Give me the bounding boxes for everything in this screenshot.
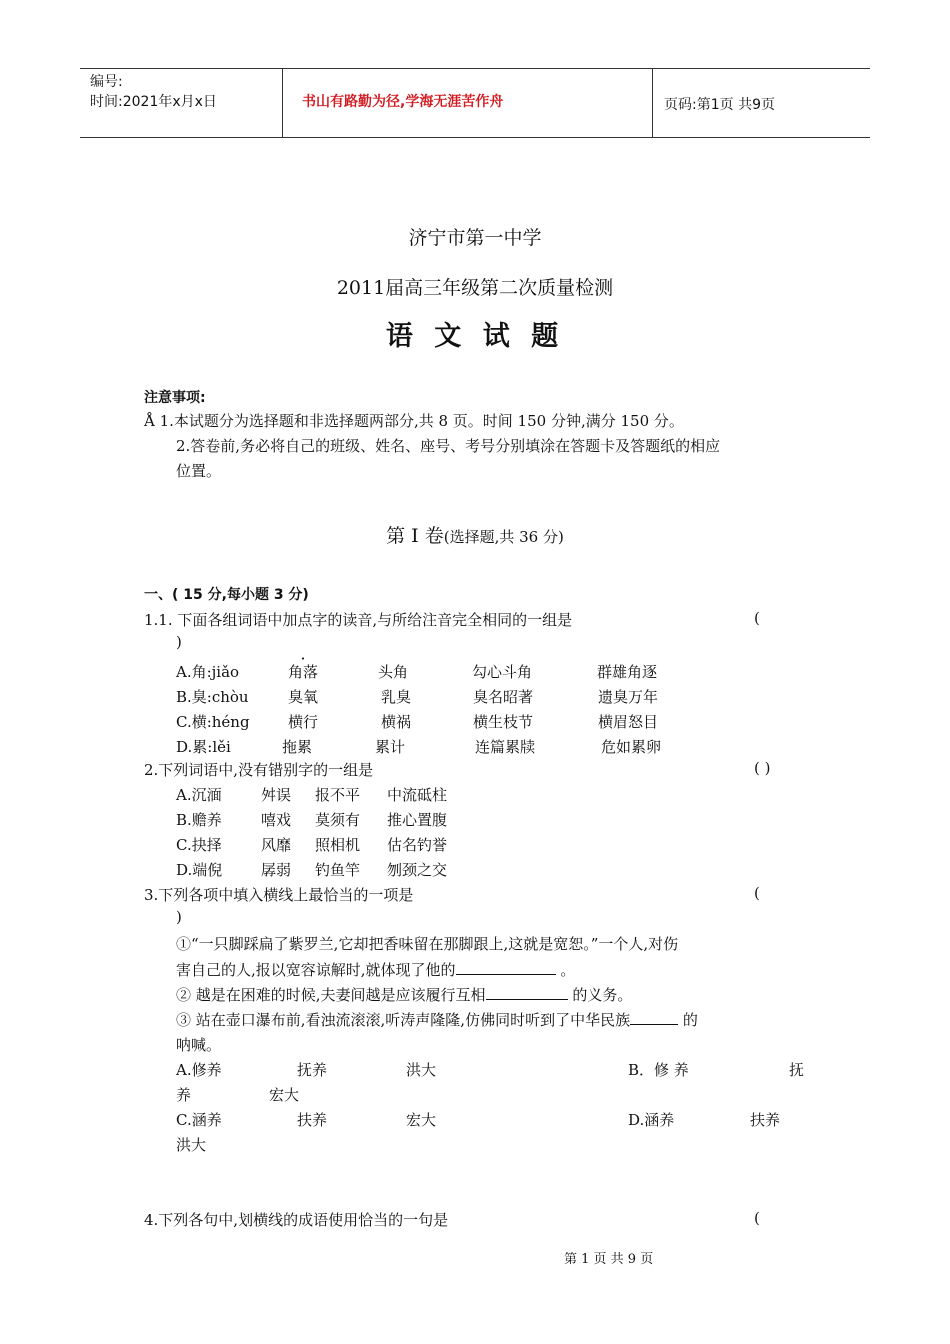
notes-item-1-text: 1.本试题分为选择题和非选择题两部分,共 8 页。时间 150 分钟,满分 150 分。 [159, 412, 684, 430]
notes-marker: Å [144, 412, 155, 430]
notes-item-2b: 位置。 [176, 462, 222, 480]
q3-sentence-1a: ①“一只脚踩扁了紫罗兰,它却把香味留在那脚跟上,这就是宽恕。”一个人,对伤 [176, 935, 679, 953]
option-word: 舛误 [261, 786, 292, 804]
volume-subtitle: (选择题,共 36 分) [443, 528, 564, 546]
option-word: 风靡 [261, 836, 292, 854]
doc-code-label: 编号: [90, 74, 123, 90]
option-lead: A.角:jiǎo [176, 663, 240, 681]
exam-name: 2011届高三年级第二次质量检测 [336, 277, 614, 299]
q3-paren-close: ) [176, 908, 182, 926]
option-word: 洪大 [406, 1061, 437, 1079]
option-word: 中流砥柱 [387, 786, 448, 804]
option-word: 报不平 [315, 786, 361, 804]
option-word: 莫须有 [315, 811, 361, 829]
header-table [80, 68, 870, 138]
option-word: 遗臭万年 [598, 688, 659, 706]
q2-paren: ( ) [754, 759, 771, 777]
q2-stem: 2.下列词语中,没有错别字的一组是 [144, 761, 374, 779]
option-word: 估名钓誉 [387, 836, 448, 854]
sentence-text: ③ 站在壶口瀑布前,看浊流滚滚,听涛声隆隆,仿佛同时听到了中华民族 [176, 1011, 631, 1029]
option-lead: B.臭:chòu [176, 688, 249, 706]
notes-label: 注意事项: [144, 390, 206, 406]
page-footer: 第 1 页 共 9 页 [564, 1252, 654, 1267]
option-word [288, 661, 318, 682]
sentence-text: 害自己的人,报以宽容谅解时,就体现了他的 [176, 961, 456, 979]
option-lead: C.涵养 [176, 1111, 222, 1129]
option-word: 孱弱 [261, 861, 292, 879]
option-word: 钓鱼竿 [315, 861, 361, 879]
option-lead: D.涵养 [628, 1111, 675, 1129]
option-lead: D.累:lěi [176, 738, 231, 756]
option-word: 照相机 [315, 836, 361, 854]
subject-title: 语 文 试 题 [385, 321, 565, 352]
option-word: 嘻戏 [261, 811, 292, 829]
option-word: 抚 [789, 1061, 805, 1079]
fill-blank [630, 1010, 678, 1025]
fill-blank [486, 985, 568, 1000]
doc-time-label: 时间:2021年x月x日 [90, 94, 217, 110]
q4-paren-open: ( [754, 1209, 760, 1227]
notes-item-2a: 2.答卷前,务必将自己的班级、姓名、座号、考号分别填涂在答题卡及答题纸的相应 [176, 437, 721, 455]
option-word: 抚养 [297, 1061, 328, 1079]
option-lead: D.端倪 [176, 861, 223, 879]
q1-stem: 1.1. 下面各组词语中加点字的读音,与所给注音完全相同的一组是 [144, 611, 573, 629]
option-word: 刎颈之交 [387, 861, 448, 879]
option-word: 勾心斗角 [472, 663, 533, 681]
option-word: 横行 [288, 713, 319, 731]
school-name: 济宁市第一中学 [408, 227, 542, 249]
option-word: 乳臭 [381, 688, 412, 706]
volume-heading [0, 521, 950, 548]
q4-stem: 4.下列各句中,划横线的成语使用恰当的一句是 [144, 1211, 449, 1229]
option-word: 群雄角逐 [597, 663, 658, 681]
option-word: 横眉怒目 [598, 713, 659, 731]
fill-blank [456, 960, 556, 975]
sentence-text: 的 [678, 1011, 698, 1029]
option-word: 扶养 [297, 1111, 328, 1129]
option-word: 宏大 [269, 1086, 300, 1104]
option-lead: B.赡养 [176, 811, 222, 829]
dotted-word: 角落 [288, 663, 319, 681]
q3-sentence-3b: 呐喊。 [176, 1036, 222, 1054]
sentence-text: 的义务。 [567, 986, 633, 1004]
option-word: 横祸 [381, 713, 412, 731]
q3-sentence-3a [176, 1009, 698, 1030]
option-lead: C.抉择 [176, 836, 222, 854]
q3-sentence-1b [176, 959, 575, 980]
sentence-text: ② 越是在困难的时候,夫妻间越是应该履行互相 [176, 986, 486, 1004]
header-divider [282, 69, 283, 137]
volume-title: 第 I 卷 [386, 525, 444, 547]
option-lead: A.沉湎 [176, 786, 222, 804]
option-word: 头角 [378, 663, 409, 681]
option-word: 臭名昭著 [473, 688, 534, 706]
option-word: 扶养 [750, 1111, 781, 1129]
option-word: 洪大 [176, 1136, 207, 1154]
option-lead: C.横:héng [176, 713, 250, 731]
option-word: 横生枝节 [473, 713, 534, 731]
option-lead: A.修养 [176, 1061, 222, 1079]
sentence-text: 。 [555, 961, 576, 979]
q1-paren-close: ) [176, 633, 182, 651]
option-word: 累计 [375, 738, 406, 756]
section-heading: 一、( 15 分,每小题 3 分) [144, 587, 309, 603]
page-info: 页码:第1页 共9页 [664, 97, 775, 113]
option-word: 危如累卵 [601, 738, 662, 756]
header-divider [652, 69, 653, 137]
header-motto: 书山有路勤为径,学海无涯苦作舟 [302, 94, 504, 110]
q3-paren-open: ( [754, 884, 760, 902]
q1-paren-open: ( [754, 609, 760, 627]
option-word: 拖累 [282, 738, 313, 756]
option-word: 宏大 [406, 1111, 437, 1129]
notes-item-1 [144, 410, 684, 431]
option-word: 推心置腹 [387, 811, 448, 829]
option-lead: B．修 养 [628, 1061, 689, 1079]
option-word: 连篇累牍 [475, 738, 536, 756]
q3-sentence-2 [176, 984, 632, 1005]
q3-stem: 3.下列各项中填入横线上最恰当的一项是 [144, 886, 414, 904]
option-word: 养 [176, 1086, 192, 1104]
option-word: 臭氧 [288, 688, 319, 706]
